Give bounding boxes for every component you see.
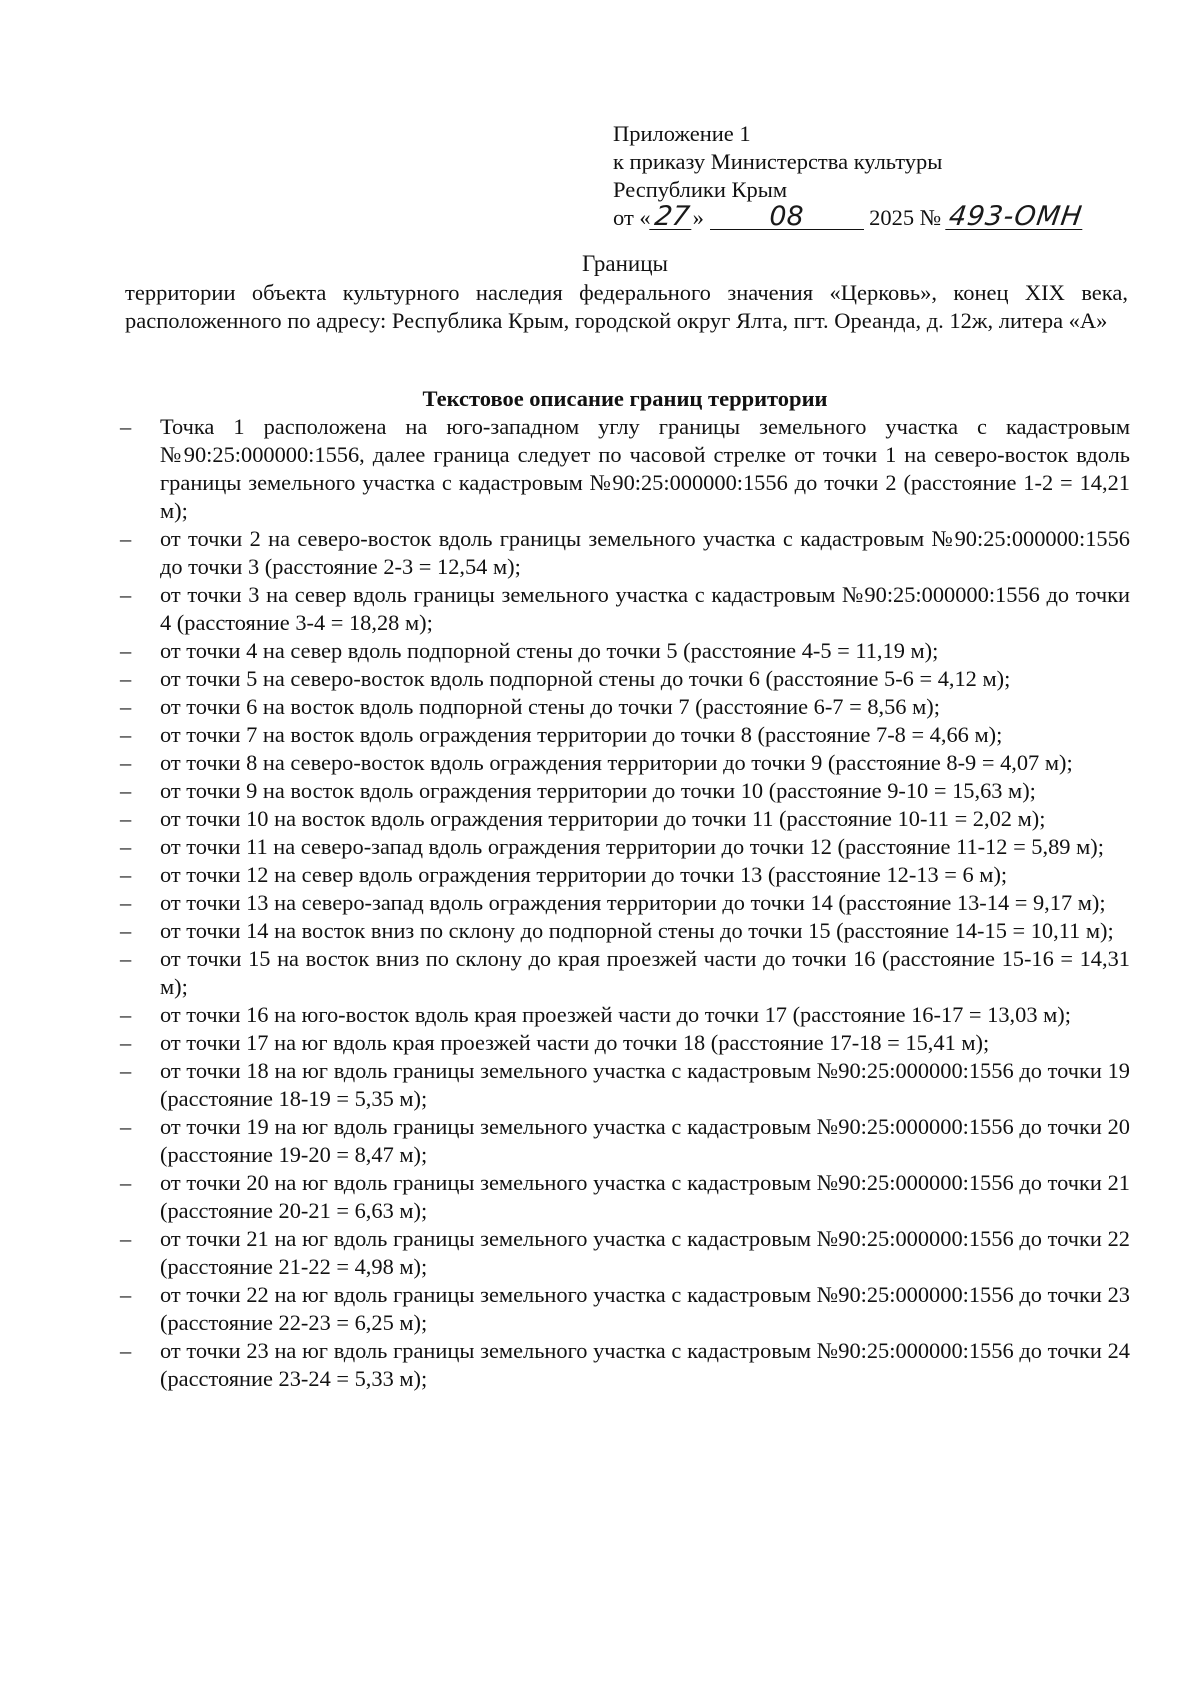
list-item-text: от точки 20 на юг вдоль границы земельного участка с кадастровым №90:25:000000:1556 до точки 21 (расстояние 20-21 = 6,63 м); xyxy=(160,1170,1130,1223)
list-item xyxy=(120,693,1130,721)
list-dash: – xyxy=(120,806,132,831)
list-dash: – xyxy=(120,834,132,859)
list-item-text: от точки 8 на северо-восток вдоль ограждения территории до точки 9 (расстояние 8-9 = 4,07 м); xyxy=(160,750,1073,775)
list-item-text: от точки 21 на юг вдоль границы земельного участка с кадастровым №90:25:000000:1556 до точки 22 (расстояние 21-22 = 4,98 м); xyxy=(160,1226,1130,1279)
list-item xyxy=(120,1281,1130,1337)
date-prefix: от « xyxy=(613,205,651,230)
list-item-text: от точки 12 на север вдоль ограждения территории до точки 13 (расстояние 12-13 = 6 м); xyxy=(160,862,1008,887)
order-reference: к приказу Министерства культуры xyxy=(613,149,943,174)
list-dash: – xyxy=(120,750,132,775)
list-item-text: от точки 15 на восток вниз по склону до края проезжей части до точки 16 (расстояние 15-16 = 14,31 м); xyxy=(160,946,1130,999)
list-item xyxy=(120,721,1130,749)
list-item-text: Точка 1 расположена на юго-западном углу границы земельного участка с кадастровым №90:25:000000:1556, далее граница следует по часовой стрелке от точки 1 на северо-восток вдоль границы земельного участка с кадастровым №90:25:000000:1556 до точки 2 (расстояние 1-2 = 14,21 м); xyxy=(160,414,1130,523)
list-item xyxy=(120,1057,1130,1113)
list-item-text: от точки 18 на юг вдоль границы земельного участка с кадастровым №90:25:000000:1556 до точки 19 (расстояние 18-19 = 5,35 м); xyxy=(160,1058,1130,1111)
list-dash: – xyxy=(120,778,132,803)
handwritten-order-number: 493-ОМН xyxy=(946,201,1085,232)
date-year: 2025 № xyxy=(869,205,942,230)
list-item-text: от точки 19 на юг вдоль границы земельного участка с кадастровым №90:25:000000:1556 до точки 20 (расстояние 19-20 = 8,47 м); xyxy=(160,1114,1130,1167)
list-dash: – xyxy=(120,638,132,663)
list-dash: – xyxy=(120,918,132,943)
list-item xyxy=(120,861,1130,889)
list-dash: – xyxy=(120,946,132,971)
list-item xyxy=(120,749,1130,777)
list-item-text: от точки 23 на юг вдоль границы земельного участка с кадастровым №90:25:000000:1556 до точки 24 (расстояние 23-24 = 5,33 м); xyxy=(160,1338,1130,1391)
list-item-text: от точки 4 на север вдоль подпорной стены до точки 5 (расстояние 4-5 = 11,19 м); xyxy=(160,638,939,663)
list-item xyxy=(120,637,1130,665)
list-dash: – xyxy=(120,1114,132,1139)
list-item-text: от точки 5 на северо-восток вдоль подпорной стены до точки 6 (расстояние 5-6 = 4,12 м); xyxy=(160,666,1011,691)
list-item xyxy=(120,1001,1130,1029)
appendix-header xyxy=(613,120,1133,232)
list-item-text: от точки 22 на юг вдоль границы земельного участка с кадастровым №90:25:000000:1556 до точки 23 (расстояние 22-23 = 6,25 м); xyxy=(160,1282,1130,1335)
list-item xyxy=(120,805,1130,833)
list-dash: – xyxy=(120,890,132,915)
list-dash: – xyxy=(120,1338,132,1363)
list-item xyxy=(120,1225,1130,1281)
list-item xyxy=(120,525,1130,581)
list-dash: – xyxy=(120,582,132,607)
boundary-description-list xyxy=(120,413,1130,1393)
handwritten-month: 08 xyxy=(710,205,864,230)
list-item xyxy=(120,1029,1130,1057)
list-item-text: от точки 7 на восток вдоль ограждения территории до точки 8 (расстояние 7-8 = 4,66 м); xyxy=(160,722,1003,747)
list-item xyxy=(120,581,1130,637)
appendix-number: Приложение 1 xyxy=(613,121,751,146)
list-dash: – xyxy=(120,862,132,887)
list-item-text: от точки 3 на север вдоль границы земельного участка с кадастровым №90:25:000000:1556 до точки 4 (расстояние 3-4 = 18,28 м); xyxy=(160,582,1130,635)
handwritten-day: 27 xyxy=(649,205,695,230)
list-item-text: от точки 17 на юг вдоль края проезжей части до точки 18 (расстояние 17-18 = 15,41 м); xyxy=(160,1030,990,1055)
list-item xyxy=(120,833,1130,861)
list-item-text: от точки 16 на юго-восток вдоль края проезжей части до точки 17 (расстояние 16-17 = 13,03 м); xyxy=(160,1002,1071,1027)
list-item-text: от точки 14 на восток вниз по склону до подпорной стены до точки 15 (расстояние 14-15 = 10,11 м); xyxy=(160,918,1114,943)
list-dash: – xyxy=(120,414,132,439)
list-dash: – xyxy=(120,666,132,691)
list-item-text: от точки 2 на северо-восток вдоль границы земельного участка с кадастровым №90:25:000000:1556 до точки 3 (расстояние 2-3 = 12,54 м); xyxy=(160,526,1130,579)
list-dash: – xyxy=(120,1282,132,1307)
list-item-text: от точки 6 на восток вдоль подпорной стены до точки 7 (расстояние 6-7 = 8,56 м); xyxy=(160,694,940,719)
order-reference-region: Республики Крым xyxy=(613,177,788,202)
list-dash: – xyxy=(120,1030,132,1055)
list-dash: – xyxy=(120,1226,132,1251)
list-item xyxy=(120,917,1130,945)
document-subtitle: территории объекта культурного наследия федерального значения «Церковь», конец XIX века, расположенного по адресу: Республика Крым, городской округ Ялта, пгт. Ореанда, д. 12ж, литера «А» xyxy=(125,280,1128,333)
list-item xyxy=(120,1169,1130,1225)
list-item xyxy=(120,665,1130,693)
list-dash: – xyxy=(120,1170,132,1195)
list-item xyxy=(120,777,1130,805)
list-item xyxy=(120,1337,1130,1393)
list-item xyxy=(120,945,1130,1001)
list-dash: – xyxy=(120,1002,132,1027)
list-dash: – xyxy=(120,526,132,551)
list-dash: – xyxy=(120,722,132,747)
section-heading: Текстовое описание границ территории xyxy=(422,386,828,411)
list-dash: – xyxy=(120,1058,132,1083)
list-dash: – xyxy=(120,694,132,719)
document-title: Границы xyxy=(582,251,668,276)
list-item-text: от точки 9 на восток вдоль ограждения территории до точки 10 (расстояние 9-10 = 15,63 м); xyxy=(160,778,1036,803)
list-item-text: от точки 13 на северо-запад вдоль ограждения территории до точки 14 (расстояние 13-14 = 9,17 м); xyxy=(160,890,1106,915)
list-item xyxy=(120,413,1130,525)
order-date-line xyxy=(613,201,1133,232)
list-item-text: от точки 11 на северо-запад вдоль ограждения территории до точки 12 (расстояние 11-12 = 5,89 м); xyxy=(160,834,1104,859)
list-item xyxy=(120,889,1130,917)
date-separator: » xyxy=(692,205,704,230)
list-item-text: от точки 10 на восток вдоль ограждения территории до точки 11 (расстояние 10-11 = 2,02 м); xyxy=(160,806,1046,831)
list-item xyxy=(120,1113,1130,1169)
